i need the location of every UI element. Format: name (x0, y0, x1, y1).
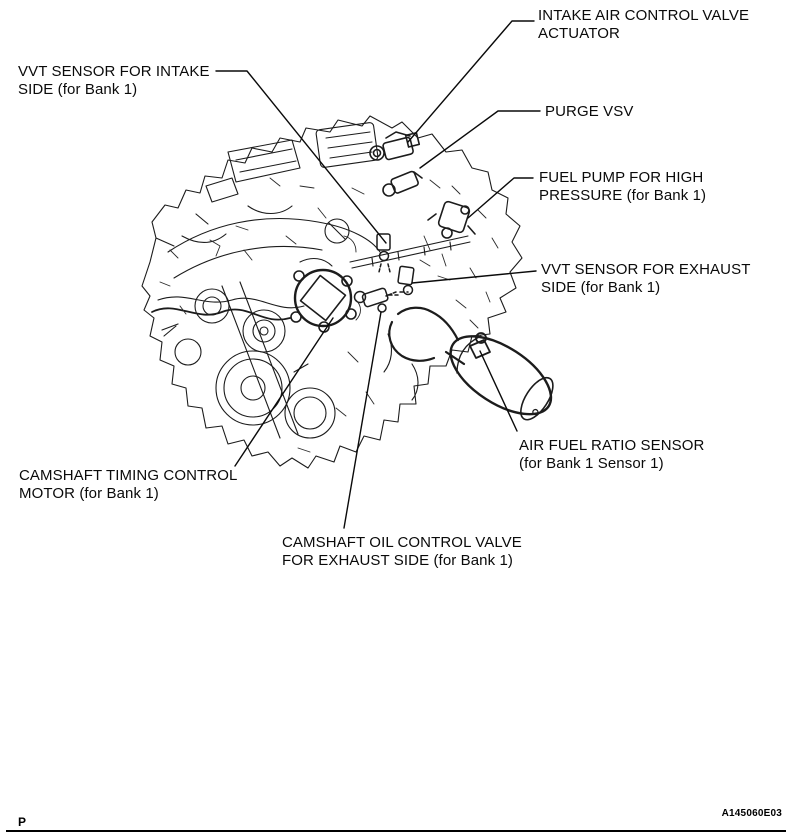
leader-intake-air-control-valve-actuator (408, 21, 534, 142)
leader-camshaft-timing-control-motor (235, 318, 333, 466)
leader-lines (216, 21, 540, 528)
label-line: SIDE (for Bank 1) (18, 81, 138, 98)
label-line: CAMSHAFT OIL CONTROL VALVE (282, 534, 522, 551)
label-line: AIR FUEL RATIO SENSOR (519, 437, 705, 454)
label-line: INTAKE AIR CONTROL VALVE (538, 7, 750, 24)
label-line: ACTUATOR (538, 25, 620, 42)
valve-covers (206, 122, 378, 202)
label-line: FOR EXHAUST SIDE (for Bank 1) (282, 552, 514, 569)
figure-code: A145060E03 (721, 808, 782, 819)
leader-vvt-sensor-exhaust-side (412, 271, 536, 283)
label-line: VVT SENSOR FOR EXHAUST (541, 261, 751, 278)
purge-vsv-part (383, 171, 422, 196)
camshaft-timing-control-motor-part (291, 270, 356, 332)
label-line: MOTOR (for Bank 1) (19, 485, 159, 502)
pulleys-and-belt (164, 282, 335, 438)
label-purge-vsv (545, 103, 633, 121)
fuel-pump-part (428, 201, 475, 238)
leader-fuel-pump-high-pressure (468, 178, 533, 218)
intake-air-control-valve-actuator-part (370, 132, 419, 160)
label-camshaft-timing-control-motor (19, 467, 237, 503)
footer-rule (6, 830, 786, 832)
label-line: VVT SENSOR FOR INTAKE (18, 63, 210, 80)
label-line: CAMSHAFT TIMING CONTROL (19, 467, 238, 484)
label-line: (for Bank 1 Sensor 1) (519, 455, 664, 472)
intake-plenum (152, 206, 380, 330)
label-air-fuel-ratio-sensor (519, 437, 704, 473)
label-vvt-sensor-intake-side (18, 63, 210, 99)
leader-air-fuel-ratio-sensor (480, 351, 517, 431)
label-fuel-pump-high-pressure (539, 169, 706, 205)
leader-purge-vsv (420, 111, 540, 168)
label-line: PURGE VSV (545, 103, 634, 120)
exhaust-and-catalytic-converter (384, 308, 564, 430)
label-vvt-sensor-exhaust-side (541, 261, 750, 297)
label-camshaft-oil-control-valve (282, 534, 522, 570)
label-intake-air-control-valve-actuator (538, 7, 749, 43)
leader-camshaft-oil-control-valve (344, 312, 381, 528)
page-marker: P (18, 815, 27, 829)
label-line: FUEL PUMP FOR HIGH (539, 169, 704, 186)
leader-vvt-sensor-intake-side (216, 71, 386, 243)
label-line: SIDE (for Bank 1) (541, 279, 661, 296)
camshaft-oil-control-valve-part (355, 288, 409, 312)
label-line: PRESSURE (for Bank 1) (539, 187, 707, 204)
engine-silhouette (142, 116, 522, 468)
